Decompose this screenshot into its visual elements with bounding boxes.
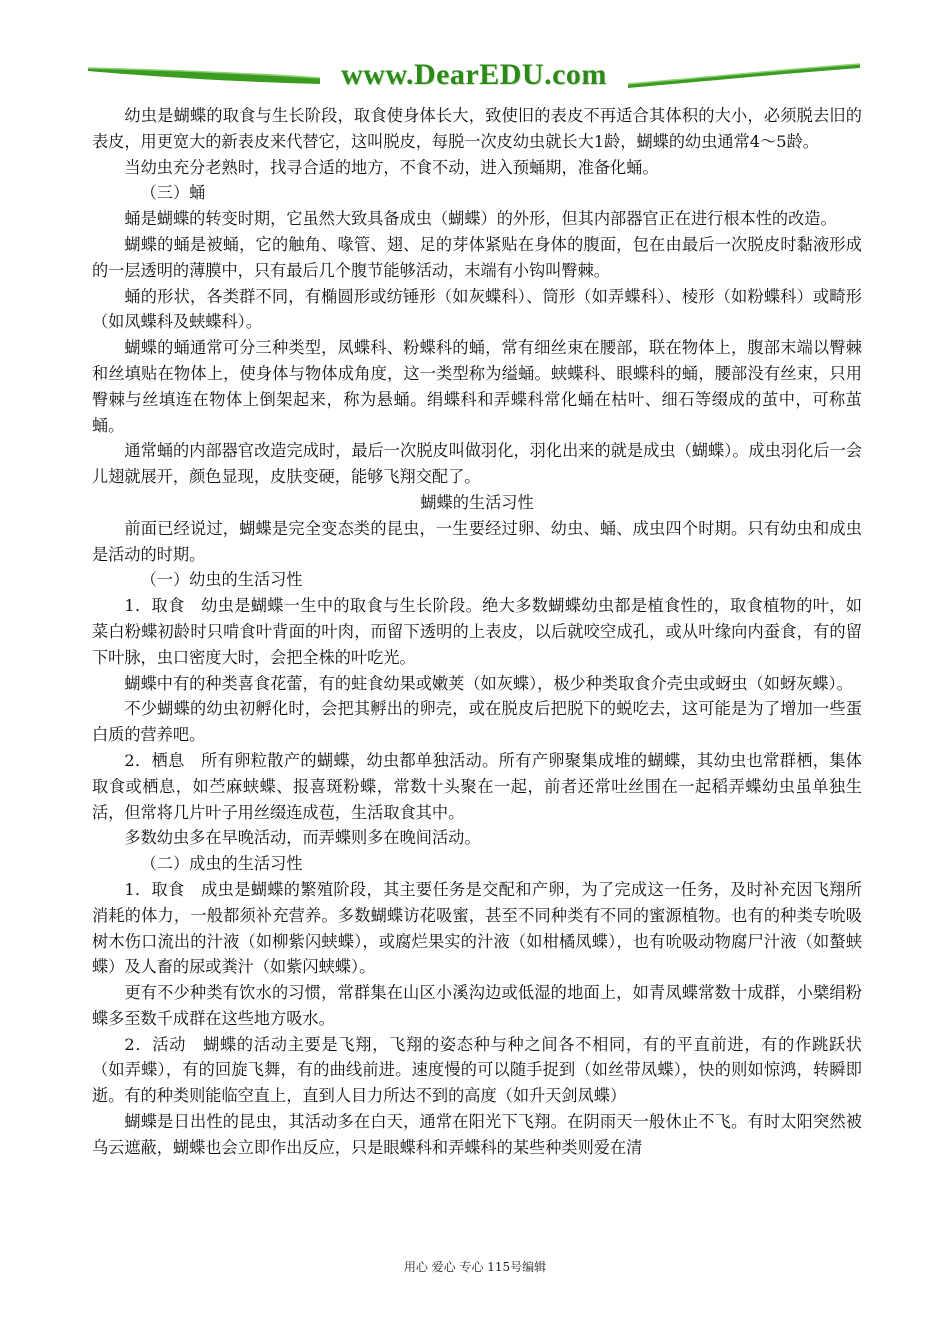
body-paragraph: 蝴蝶是日出性的昆虫，其活动多在白天，通常在阳光下飞翔。在阴雨天一般休止不飞。有时太阳突然被乌云遮蔽，蝴蝶也会立即作出反应，只是眼蝶科和弄蝶科的某些种类则爱在清 (92, 1112, 862, 1157)
body-paragraph: 蝴蝶的蛹是被蛹，它的触角、喙管、翅、足的芽体紧贴在身体的腹面，包在由最后一次脱皮时黏液形成的一层透明的薄膜中，只有最后几个腹节能够活动，末端有小钩叫臀棘。 (92, 234, 862, 280)
body-paragraph: 不少蝴蝶的幼虫初孵化时，会把其孵出的卵壳，或在脱皮后把脱下的蜕吃去，这可能是为了增加一些蛋白质的营养吧。 (92, 699, 862, 745)
subsection-heading: （一）幼虫的生活习性 (140, 570, 303, 590)
body-paragraph: 蝴蝶的蛹通常可分三种类型，凤蝶科、粉蝶科的蛹，常有细丝束在腰部，联在物体上，腹部末端以臀棘和丝填贴在物体上，使身体与物体成角度，这一类型称为缢蛹。蛱蝶科、眼蝶科的蛹，腰部没有丝束，只用臀棘与丝填连在物体上倒架起来，称为悬蛹。绢蝶科和弄蝶科常化蛹在枯叶、细石等缀成的茧中，可称茧蛹。 (92, 338, 862, 435)
body-paragraph: 2．栖息 所有卵粒散产的蝴蝶，幼虫都单独活动。所有产卵聚集成堆的蝴蝶，其幼虫也常群栖，集体取食或栖息，如苎麻蛱蝶、报喜斑粉蝶，常数十头聚在一起，前者还常吐丝围在一起稻弄蝶幼虫虽单独生活，但常将几片叶子用丝缀连成苞，生活取食其中。 (92, 750, 862, 822)
body-paragraph: 当幼虫充分老熟时，找寻合适的地方，不食不动，进入预蛹期，准备化蛹。 (124, 157, 659, 177)
body-paragraph: 蛹的形状，各类群不同，有椭圆形或纺锤形（如灰蝶科）、筒形（如弄蝶科）、棱形（如粉蝶科）或畸形（如凤蝶科及蛱蝶科）。 (92, 286, 862, 332)
body-paragraph: 蛹是蝴蝶的转变时期，它虽然大致具备成虫（蝴蝶）的外形，但其内部器官正在进行根本性的改造。 (124, 209, 837, 229)
body-paragraph: 通常蛹的内部器官改造完成时，最后一次脱皮叫做羽化，羽化出来的就是成虫（蝴蝶）。成虫羽化后一会儿翅就展开，颜色显现，皮肤变硬，能够飞翔交配了。 (92, 441, 862, 487)
body-paragraph: 前面已经说过，蝴蝶是完全变态类的昆虫，一生要经过卵、幼虫、蛹、成虫四个时期。只有幼虫和成虫是活动的时期。 (92, 518, 862, 564)
body-paragraph: 更有不少种类有饮水的习惯，常群集在山区小溪沟边或低湿的地面上，如青凤蝶常数十成群，小檗绢粉蝶多至数千成群在这些地方吸水。 (92, 983, 862, 1028)
section-heading: 蝴蝶的生活习性 (420, 492, 534, 512)
page-footer: 用心 爱心 专心 115号编辑 (403, 1260, 547, 1274)
document-body (92, 103, 862, 1161)
site-logo[interactable]: www.DearEDU.com (341, 58, 607, 91)
body-paragraph: 蝴蝶中有的种类喜食花蕾，有的蛀食幼果或嫩荚（如灰蝶），极少种类取食介壳虫或蚜虫（如蚜灰蝶）。 (124, 673, 853, 693)
body-paragraph: 2．活动 蝴蝶的活动主要是飞翔，飞翔的姿态种与种之间各不相同，有的平直前进，有的作跳跃状（如弄蝶），有的回旋飞舞，有的曲线前进。速度慢的可以随手捉到（如丝带凤蝶），快的则如惊鸿，转瞬即逝。有的种类则能临空直上，直到人目力所达不到的高度（如升天剑凤蝶） (92, 1034, 862, 1106)
body-paragraph: 1．取食 成虫是蝴蝶的繁殖阶段，其主要任务是交配和产卵，为了完成这一任务，及时补充因飞翔所消耗的体力，一般都须补充营养。多数蝴蝶访花吸蜜，甚至不同种类有不同的蜜源植物。也有的种类专吮吸树木伤口流出的汁液（如柳紫闪蛱蝶），或腐烂果实的汁液（如柑橘凤蝶），也有吮吸动物腐尸汁液（如螯蛱蝶）及人畜的尿或粪汁（如紫闪蛱蝶）。 (92, 879, 862, 977)
site-header (88, 56, 860, 96)
body-paragraph: 多数幼虫多在早晚活动，而弄蝶则多在晚间活动。 (124, 828, 481, 848)
subsection-heading: （二）成虫的生活习性 (140, 854, 303, 874)
body-paragraph: 1．取食 幼虫是蝴蝶一生中的取食与生长阶段。绝大多数蝴蝶幼虫都是植食性的，取食植物的叶，如菜白粉蝶初龄时只啃食叶背面的叶肉，而留下透明的上表皮，以后就咬空成孔，或从叶缘向内蚕食，有的留下叶脉，虫口密度大时，会把全株的叶吃光。 (92, 596, 862, 667)
body-paragraph: 幼虫是蝴蝶的取食与生长阶段，取食使身体长大，致使旧的表皮不再适合其体积的大小，必须脱去旧的表皮，用更宽大的新表皮来代替它，这叫脱皮，每脱一次皮幼虫就长大1龄，蝴蝶的幼虫通常4～5龄。 (92, 106, 862, 151)
subsection-heading: （三）蛹 (140, 183, 206, 203)
